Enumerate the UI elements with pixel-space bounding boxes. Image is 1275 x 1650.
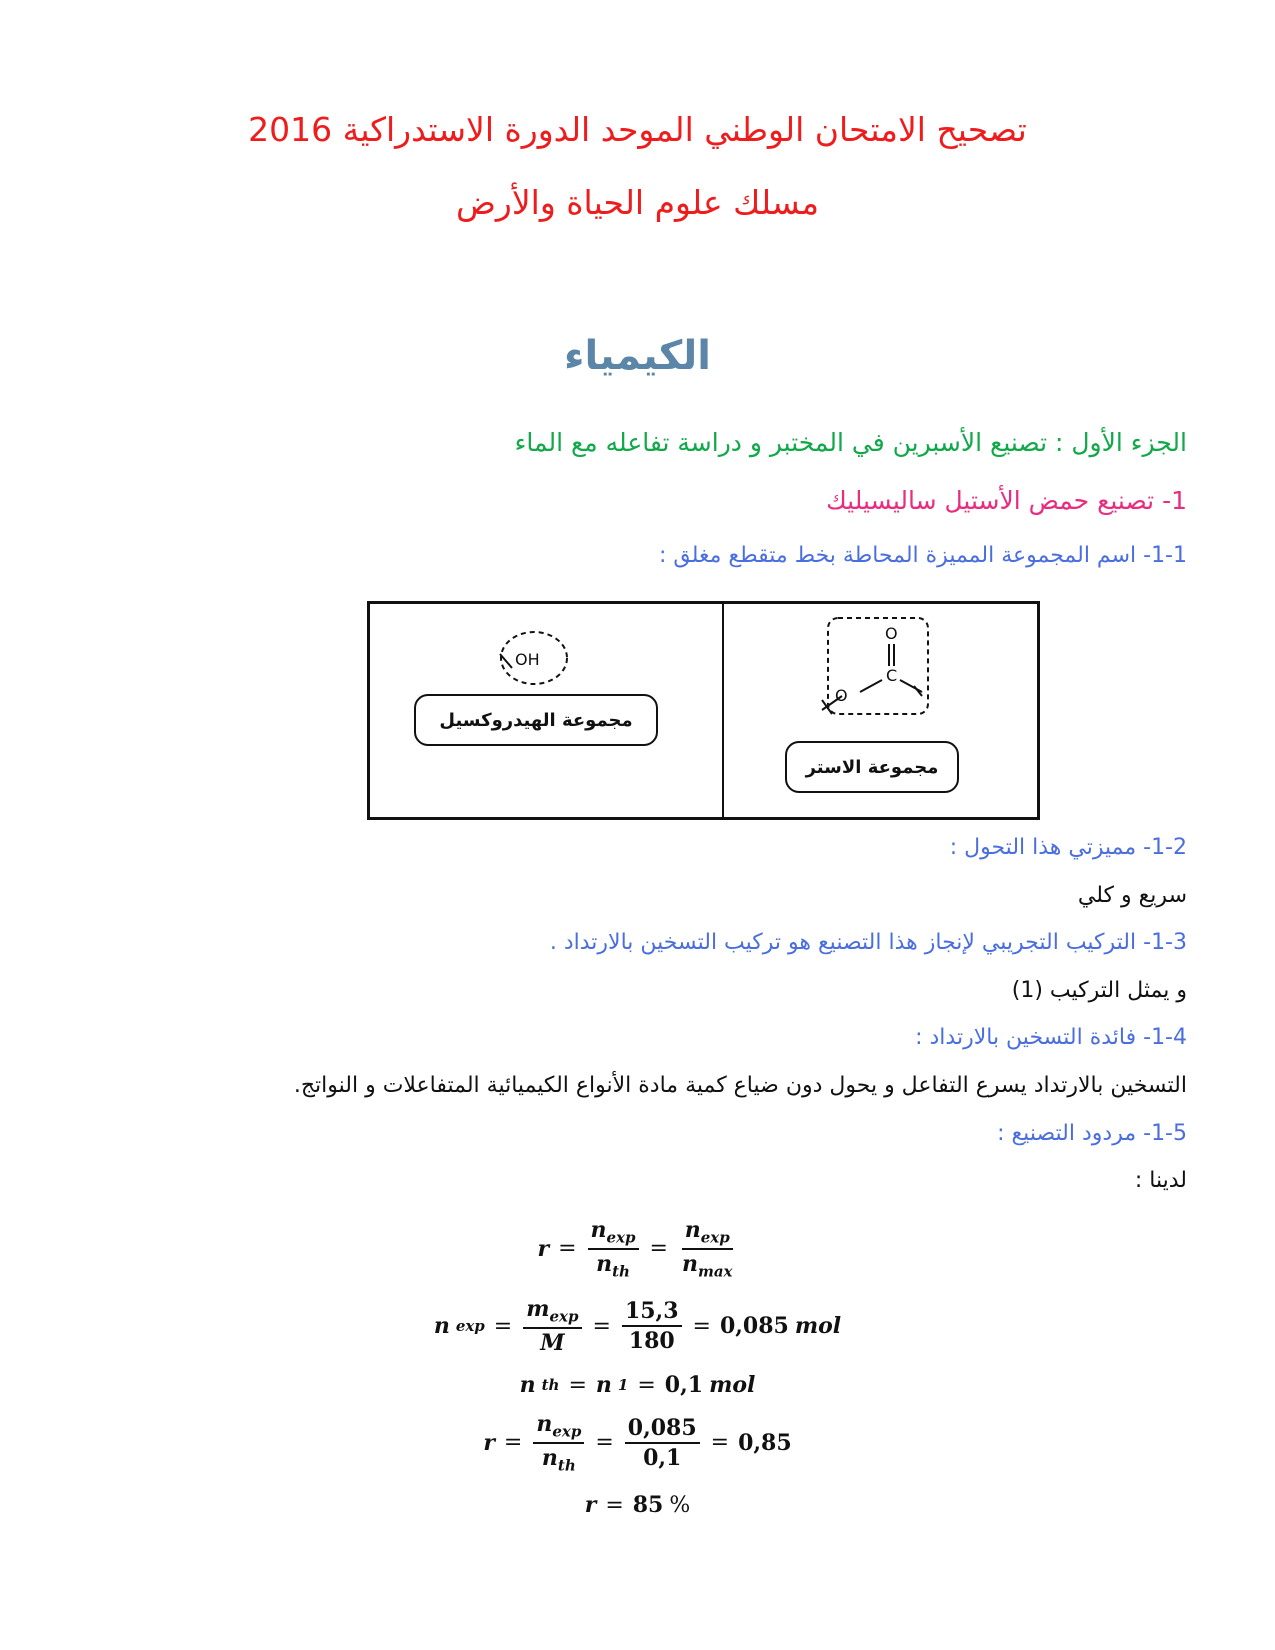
hydroxyl-dashed-circle	[490, 628, 590, 692]
question-1-5: 1-5- مردود التصنيع :	[997, 1121, 1187, 1146]
formula-n-exp: n exp = $\frac{m_{exp}}{M}$ = $\frac{15,3}{180}$ = 0,085 mol	[433, 1296, 842, 1356]
answer-1-2: سريع و كلي	[1077, 883, 1187, 908]
answer-1-3: و يمثل التركيب (1)	[1011, 978, 1187, 1003]
question-1-1: 1-1- اسم المجموعة المميزة المحاطة بخط متقطع مغلق :	[658, 543, 1187, 568]
unit-mol-2: mol	[709, 1372, 756, 1398]
r-value: 0,85	[738, 1429, 792, 1456]
formula-yield-definition: r = $\frac{n_{exp}}{n_{th}}$ = $\frac{n_{exp}}{n_{max}}$	[537, 1217, 733, 1281]
subject-heading: الكيمياء	[564, 333, 711, 379]
n-exp-value: 0,085	[719, 1313, 789, 1340]
page-subtitle: مسلك علوم الحياة والأرض	[456, 183, 819, 222]
ester-o-top-label: O	[885, 624, 898, 643]
percent-sign: %	[669, 1492, 691, 1518]
question-1-2: 1-2- مميزتي هذا التحول :	[949, 835, 1187, 860]
n-exp-fraction-value: 0,085	[625, 1416, 700, 1444]
oh-label: OH	[515, 650, 540, 669]
hydroxyl-group-label: مجموعة الهيدروكسيل	[414, 694, 658, 746]
ester-dashed-box	[810, 614, 940, 724]
question-1-4: 1-4- فائدة التسخين بالارتداد :	[915, 1025, 1187, 1050]
ester-group-label: مجموعة الاستر	[785, 741, 959, 793]
formula-yield-percent: r = 85 %	[584, 1492, 691, 1518]
part1-heading: الجزء الأول : تصنيع الأسبرين في المختبر و دراسة تفاعله مع الماء	[514, 428, 1187, 457]
formula-n-th: n th = n 1 = 0,1 mol	[519, 1372, 756, 1398]
r-percent-value: 85	[632, 1492, 664, 1518]
n-th-fraction-value: 0,1	[643, 1444, 682, 1471]
question-1-3: 1-3- التركيب التجريبي لإنجاز هذا التصنيع هو تركيب التسخين بالارتداد .	[549, 930, 1187, 955]
functional-groups-diagram	[367, 601, 1040, 820]
answer-1-5: لدينا :	[1134, 1168, 1187, 1193]
section1-heading: 1- تصنيع حمض الأستيل ساليسيليك	[826, 486, 1187, 515]
page-title: تصحيح الامتحان الوطني الموحد الدورة الاستدراكية 2016	[248, 110, 1027, 149]
formula-yield-value: r = $\frac{n_{exp}}{n_{th}}$ = $\frac{0,085}{0,1}$ = 0,85	[483, 1411, 792, 1475]
answer-1-4: التسخين بالارتداد يسرع التفاعل و يحول دون ضياع كمية مادة الأنواع الكيميائية المتفاعلات و النواتج.	[293, 1073, 1187, 1098]
n-th-value: 0,1	[664, 1372, 704, 1398]
ester-c-label: C	[886, 666, 898, 685]
m-exp-value: 15,3	[622, 1299, 682, 1327]
unit-mol-1: mol	[794, 1313, 842, 1340]
molar-mass-value: 180	[628, 1328, 675, 1355]
ester-o-side-label: O	[835, 686, 848, 705]
diagram-divider	[722, 604, 724, 817]
